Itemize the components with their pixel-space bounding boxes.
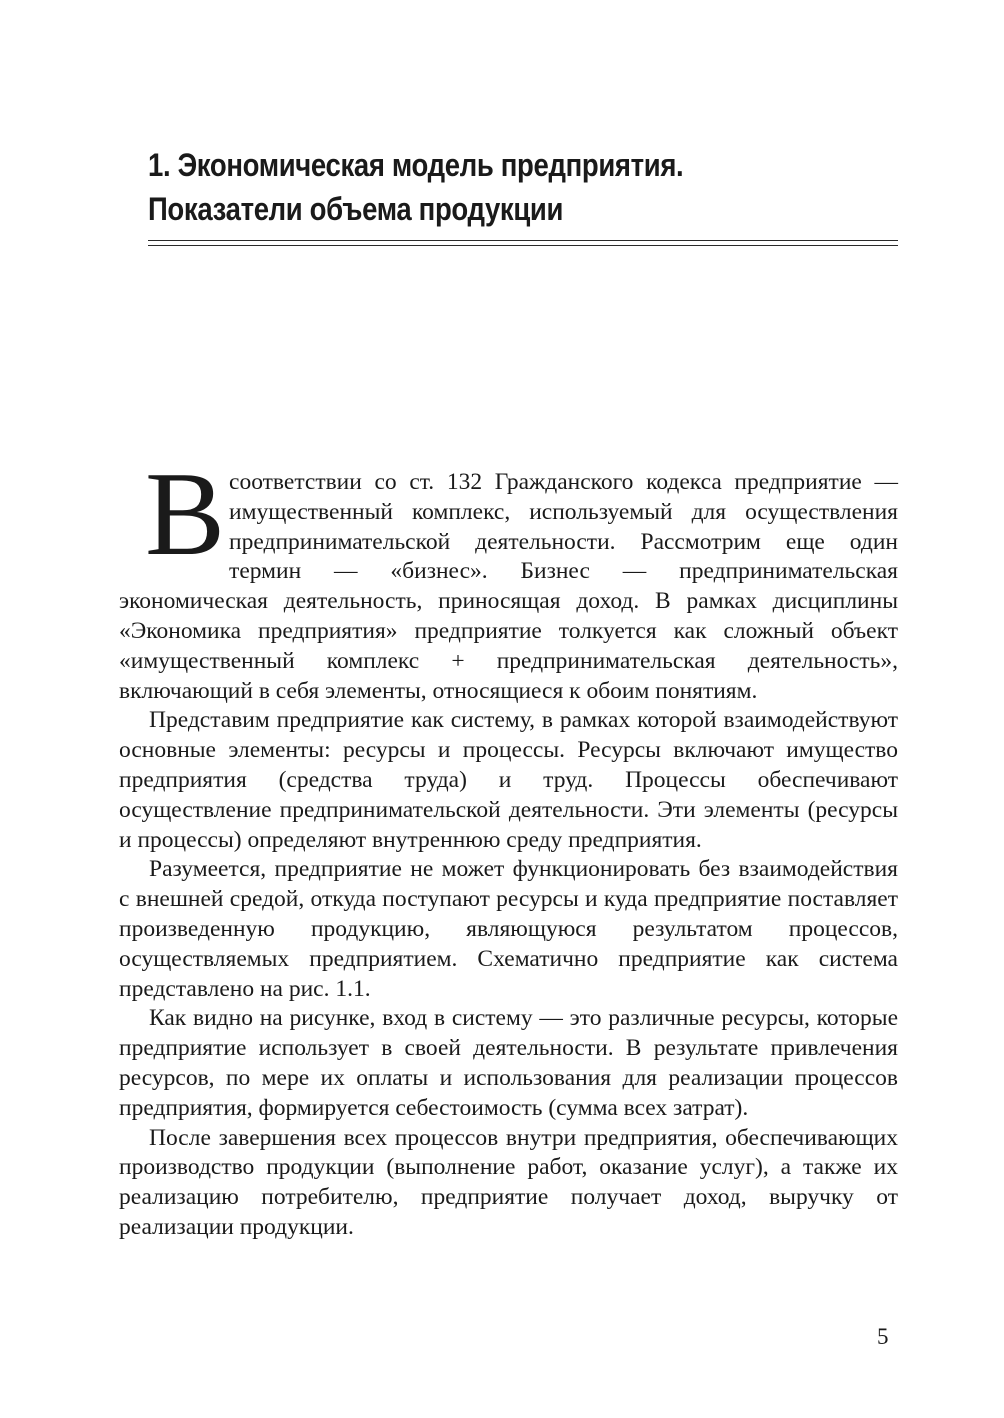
body-text [119, 447, 898, 1243]
paragraph-2: Представим предприятие как систему, в рамках которой взаимодействуют основные элементы: ресурсы и процессы. Ресурсы включают имущество предприятия (средства труда) и труд. Процессы обеспечивают осуществление предпринимательской деятельности. Эти элементы (ресурсы и процессы) определяют внутреннюю среду предприятия. [119, 707, 898, 853]
paragraph-3: Разумеется, предприятие не может функционировать без взаимодействия с внешней средой, откуда поступают ресурсы и куда предприятие поставляет произведенную продукцию, являющуюся результатом процессов, осуществляемых предприятием. Схематично предприятие как система представлено на рис. 1.1. [119, 856, 898, 1002]
page-number: 5 [877, 1324, 889, 1349]
chapter-heading-line-1: 1. Экономическая модель предприятия. [148, 147, 684, 183]
chapter-heading-line-2: Показатели объема продукции [148, 191, 564, 227]
heading-rule-lower [148, 245, 898, 246]
paragraph-1-text: соответствии со ст. 132 Гражданского кодекса предприятие — имущественный комплекс, используемый для осуществления предпринимательской деятельности. Рассмотрим еще один термин — «бизнес». Бизнес — предпринимательская экономическая деятельность, приносящая доход. В рамках дисциплины «Экономика предприятия» предприятие толкуется как сложный объект «имущественный комплекс + предпринимательская деятельность», включающий в себя элементы, относящиеся к обоим понятиям. [119, 469, 898, 704]
paragraph-1 [119, 447, 898, 706]
chapter-heading [148, 143, 802, 231]
drop-cap: В [145, 447, 226, 580]
paragraph-4: Как видно на рисунке, вход в систему — это различные ресурсы, которые предприятие использует в своей деятельности. В результате привлечения ресурсов, по мере их оплаты и использования для реализации процессов предприятия, формируется себестоимость (сумма всех затрат). [119, 1005, 898, 1121]
paragraph-5: После завершения всех процессов внутри предприятия, обеспечивающих производство продукции (выполнение работ, оказание услуг), а также их реализацию потребителю, предприятие получает доход, выручку от реализации продукции. [119, 1124, 898, 1240]
heading-rule-upper [148, 240, 898, 241]
